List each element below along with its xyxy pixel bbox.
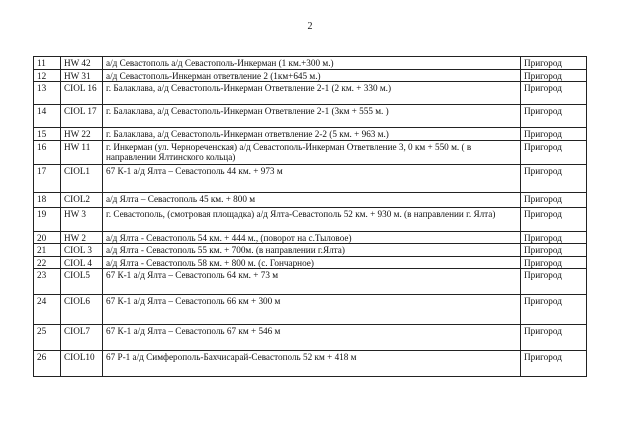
row-number: 11 (34, 57, 61, 70)
point-code: CIOL6 (61, 295, 103, 325)
row-number: 23 (34, 269, 61, 295)
table-row (34, 269, 587, 295)
zone-type: Пригород (521, 207, 587, 231)
location-description: г. Балаклава, а/д Севастополь-Инкерман ответвление 2-2 (5 км. + 963 м.) (103, 128, 521, 141)
point-code: HW 2 (61, 231, 103, 244)
point-code: CIOL2 (61, 192, 103, 207)
point-code: CIOL5 (61, 269, 103, 295)
row-number: 16 (34, 140, 61, 164)
table-row (34, 244, 587, 257)
row-number: 24 (34, 295, 61, 325)
zone-type: Пригород (521, 269, 587, 295)
table-row (34, 128, 587, 141)
location-description: 67 Р-1 а/д Симферополь-Бахчисарай-Севастополь 52 км + 418 м (103, 351, 521, 377)
zone-type: Пригород (521, 82, 587, 105)
table-row (34, 231, 587, 244)
point-code: HW 31 (61, 69, 103, 82)
table-row (34, 295, 587, 325)
location-description: а/д Севастополь а/д Севастополь-Инкерман (1 км.+300 м.) (103, 57, 521, 70)
table-body (34, 57, 587, 377)
zone-type: Пригород (521, 295, 587, 325)
location-description: а/д Ялта – Севастополь 45 км. + 800 м (103, 192, 521, 207)
point-code: HW 3 (61, 207, 103, 231)
location-description: г. Севастополь, (смотровая площадка) а/д Ялта-Севастополь 52 км. + 930 м. (в направлении г. Ялта) (103, 207, 521, 231)
zone-type: Пригород (521, 192, 587, 207)
zone-type: Пригород (521, 231, 587, 244)
point-code: HW 42 (61, 57, 103, 70)
point-code: HW 22 (61, 128, 103, 141)
location-description: 67 К-1 а/д Ялта – Севастополь 67 км + 546 м (103, 325, 521, 351)
table-row (34, 351, 587, 377)
row-number: 20 (34, 231, 61, 244)
zone-type: Пригород (521, 325, 587, 351)
row-number: 21 (34, 244, 61, 257)
row-number: 15 (34, 128, 61, 141)
location-description: г. Инкерман (ул. Чернореченская) а/д Севастополь-Инкерман Ответвление 3, 0 км + 550 м. ( в направлении Ялтинского кольца) (103, 140, 521, 164)
location-description: г. Балаклава, а/д Севастополь-Инкерман Ответвление 2-1 (2 км. + 330 м.) (103, 82, 521, 105)
zone-type: Пригород (521, 244, 587, 257)
table-row (34, 325, 587, 351)
point-code: HW 11 (61, 140, 103, 164)
table-row (34, 82, 587, 105)
row-number: 13 (34, 82, 61, 105)
point-code: CIOL10 (61, 351, 103, 377)
table-row (34, 192, 587, 207)
location-description: г. Балаклава, а/д Севастополь-Инкерман Ответвление 2-1 (3км + 555 м. ) (103, 105, 521, 128)
row-number: 12 (34, 69, 61, 82)
zone-type: Пригород (521, 105, 587, 128)
table-row (34, 105, 587, 128)
zone-type: Пригород (521, 57, 587, 70)
point-code: CIOL 17 (61, 105, 103, 128)
table-row (34, 57, 587, 70)
zone-type: Пригород (521, 69, 587, 82)
zone-type: Пригород (521, 140, 587, 164)
page-number: 2 (307, 21, 313, 32)
zone-type: Пригород (521, 351, 587, 377)
point-code: CIOL 4 (61, 256, 103, 269)
location-description: а/д Ялта - Севастополь 55 км. + 700м. (в направлении г.Ялта) (103, 244, 521, 257)
location-description: а/д Ялта - Севастополь 54 км. + 444 м., (поворот на с.Тыловое) (103, 231, 521, 244)
zone-type: Пригород (521, 164, 587, 192)
point-code: CIOL 3 (61, 244, 103, 257)
table-row (34, 164, 587, 192)
location-description: 67 К-1 а/д Ялта – Севастополь 64 км. + 73 м (103, 269, 521, 295)
location-description: 67 К-1 а/д Ялта – Севастополь 66 км + 300 м (103, 295, 521, 325)
row-number: 18 (34, 192, 61, 207)
row-number: 25 (34, 325, 61, 351)
location-description: а/д Севастополь-Инкерман ответвление 2 (1км+645 м.) (103, 69, 521, 82)
row-number: 19 (34, 207, 61, 231)
point-code: CIOL7 (61, 325, 103, 351)
table-row (34, 256, 587, 269)
row-number: 26 (34, 351, 61, 377)
row-number: 17 (34, 164, 61, 192)
zone-type: Пригород (521, 256, 587, 269)
locations-table (33, 56, 587, 377)
location-description: 67 К-1 а/д Ялта – Севастополь 44 км. + 973 м (103, 164, 521, 192)
point-code: CIOL1 (61, 164, 103, 192)
point-code: CIOL 16 (61, 82, 103, 105)
location-description: а/д Ялта - Севастополь 58 км. + 800 м. (с. Гончарное) (103, 256, 521, 269)
zone-type: Пригород (521, 128, 587, 141)
table-row (34, 140, 587, 164)
table-row (34, 207, 587, 231)
row-number: 22 (34, 256, 61, 269)
table-row (34, 69, 587, 82)
row-number: 14 (34, 105, 61, 128)
